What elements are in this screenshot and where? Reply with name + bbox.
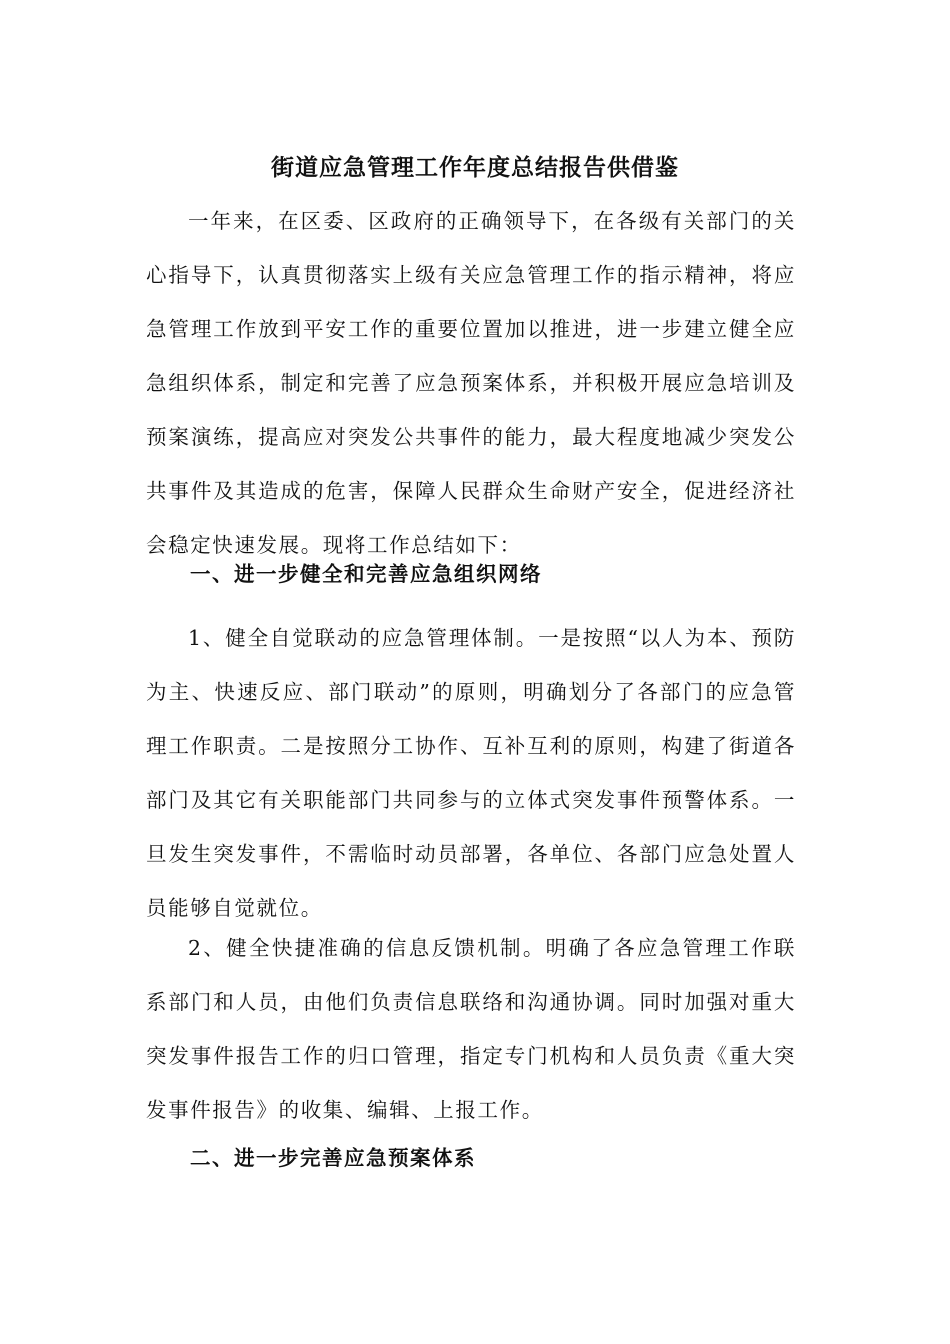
section-1-item-2: 2、健全快捷准确的信息反馈机制。明确了各应急管理工作联系部门和人员，由他们负责信息联络和沟通协调。同时加强对重大突发事件报告工作的归口管理，指定专门机构和人员负责《重大突发事件报告》的收集、编辑、上报工作。	[146, 936, 796, 1122]
section-1-heading: 一、进一步健全和完善应急组织网络	[190, 562, 542, 586]
section-1-item-1: 1、健全自觉联动的应急管理体制。一是按照“以人为本、预防为主、快速反应、部门联动”的原则，明确划分了各部门的应急管理工作职责。二是按照分工协作、互补互利的原则，构建了街道各部门及其它有关职能部门共同参与的立体式突发事件预警体系。一旦发生突发事件，不需临时动员部署，各单位、各部门应急处置人员能够自觉就位。	[146, 626, 796, 920]
document-title: 街道应急管理工作年度总结报告供借鉴	[271, 154, 679, 182]
intro-paragraph: 一年来，在区委、区政府的正确领导下，在各级有关部门的关心指导下，认真贯彻落实上级有关应急管理工作的指示精神，将应急管理工作放到平安工作的重要位置加以推进，进一步建立健全应急组织体系，制定和完善了应急预案体系，并积极开展应急培训及预案演练，提高应对突发公共事件的能力，最大程度地减少突发公共事件及其造成的危害，保障人民群众生命财产安全，促进经济社会稳定快速发展。现将工作总结如下：	[146, 209, 796, 557]
section-2-heading: 二、进一步完善应急预案体系	[190, 1146, 476, 1170]
